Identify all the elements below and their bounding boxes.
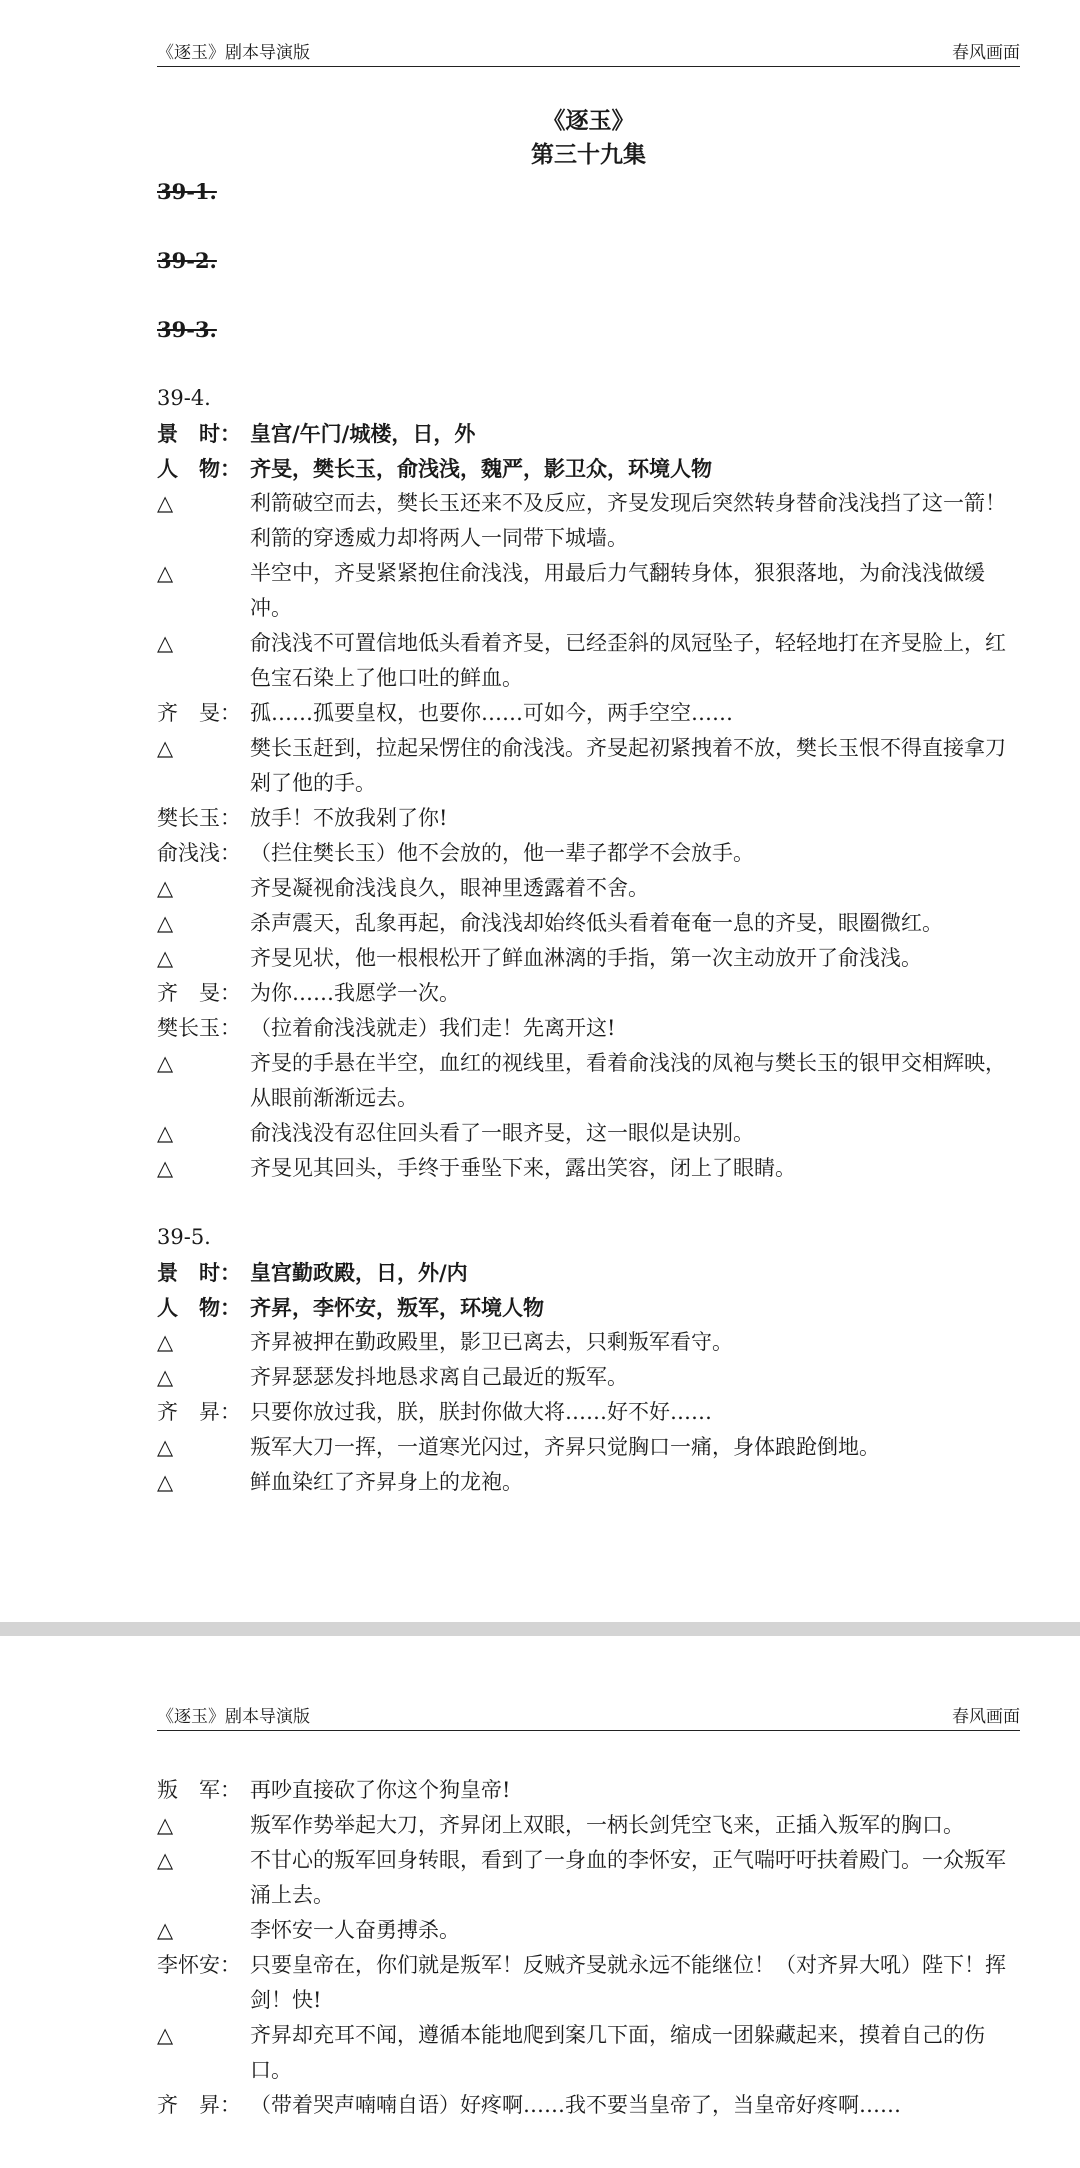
action-triangle-icon: △ xyxy=(157,1470,174,1494)
action-line xyxy=(157,556,1020,626)
action-line xyxy=(157,1360,1020,1395)
dialogue-line xyxy=(157,801,1020,836)
scene-setting xyxy=(157,416,1020,451)
action-text: 齐旻见其回头，手终于垂坠下来，露出笑容，闭上了眼睛。 xyxy=(250,1156,796,1180)
action-text: 李怀安一人奋勇搏杀。 xyxy=(250,1918,460,1942)
characters-value: 齐昇，李怀安，叛军，环境人物 xyxy=(250,1295,544,1320)
action-triangle-icon: △ xyxy=(157,1365,174,1389)
dialogue-text: （拦住樊长玉）他不会放的，他一辈子都学不会放手。 xyxy=(250,841,754,865)
action-line xyxy=(157,1325,1020,1360)
scene-number-deleted: 39-2. xyxy=(157,248,217,273)
scene-characters xyxy=(157,451,1020,486)
action-triangle-icon: △ xyxy=(157,1156,174,1180)
characters-label: 人 物： xyxy=(157,1295,241,1320)
dialogue-text: 孤……孤要皇权，也要你……可如今，两手空空…… xyxy=(250,701,733,725)
scene-number: 39-5. xyxy=(157,1225,211,1249)
action-text: 齐旻凝视俞浅浅良久，眼神里透露着不舍。 xyxy=(250,876,649,900)
speaker-name: 齐 旻： xyxy=(157,981,241,1005)
action-text: 叛军大刀一挥，一道寒光闪过，齐昇只觉胸口一痛，身体踉跄倒地。 xyxy=(250,1435,880,1459)
speaker-name: 樊长玉： xyxy=(157,806,241,830)
scene-number-deleted: 39-1. xyxy=(157,179,217,204)
characters-label: 人 物： xyxy=(157,456,241,481)
action-triangle-icon: △ xyxy=(157,1435,174,1459)
dialogue-line xyxy=(157,1948,1020,2018)
header-company: 春风画面 xyxy=(952,43,1020,63)
dialogue-text: 再吵直接砍了你这个狗皇帝! xyxy=(250,1778,511,1802)
speaker-name: 李怀安： xyxy=(157,1953,241,1977)
dialogue-text: （拉着俞浅浅就走）我们走！先离开这! xyxy=(250,1016,616,1040)
action-triangle-icon: △ xyxy=(157,1918,174,1942)
action-line xyxy=(157,1465,1020,1500)
action-triangle-icon: △ xyxy=(157,1848,174,1872)
dialogue-text: 只要皇帝在，你们就是叛军！反贼齐旻就永远不能继位！（对齐昇大吼）陛下！挥剑！快! xyxy=(250,1953,1006,2012)
speaker-name: 齐 昇： xyxy=(157,2093,241,2117)
dialogue-text: 放手！不放我剁了你! xyxy=(250,806,448,830)
setting-label: 景 时： xyxy=(157,421,241,446)
action-line xyxy=(157,626,1020,696)
scene-39-5 xyxy=(157,1220,1020,1500)
dialogue-text: 只要你放过我，朕，朕封你做大将……好不好…… xyxy=(250,1400,712,1424)
action-line xyxy=(157,871,1020,906)
action-text: 叛军作势举起大刀，齐昇闭上双眼，一柄长剑凭空飞来，正插入叛军的胸口。 xyxy=(250,1813,964,1837)
action-triangle-icon: △ xyxy=(157,736,174,760)
action-text: 不甘心的叛军回身转眼，看到了一身血的李怀安，正气喘吁吁扶着殿门。一众叛军涌上去。 xyxy=(250,1848,1006,1907)
action-triangle-icon: △ xyxy=(157,946,174,970)
action-text: 齐昇却充耳不闻，遵循本能地爬到案几下面，缩成一团躲藏起来，摸着自己的伤口。 xyxy=(250,2023,985,2082)
dialogue-line xyxy=(157,836,1020,871)
scene-number: 39-4. xyxy=(157,386,211,410)
speaker-name: 齐 旻： xyxy=(157,701,241,725)
header-title: 《逐玉》剧本导演版 xyxy=(157,1707,310,1727)
dialogue-line xyxy=(157,976,1020,1011)
action-text: 鲜血染红了齐昇身上的龙袍。 xyxy=(250,1470,523,1494)
page-separator xyxy=(0,1622,1080,1636)
action-line xyxy=(157,1046,1020,1116)
action-text: 俞浅浅不可置信地低头看着齐旻，已经歪斜的凤冠坠子，轻轻地打在齐旻脸上，红色宝石染上了他口吐的鲜血。 xyxy=(250,631,1006,690)
action-line xyxy=(157,941,1020,976)
dialogue-text: 为你……我愿学一次。 xyxy=(250,981,460,1005)
action-line xyxy=(157,486,1020,556)
page-body xyxy=(157,1773,1020,2123)
action-text: 齐旻的手悬在半空，血红的视线里，看着俞浅浅的凤袍与樊长玉的银甲交相辉映，从眼前渐渐远去。 xyxy=(250,1051,1006,1110)
dialogue-line xyxy=(157,696,1020,731)
action-line xyxy=(157,1151,1020,1186)
action-triangle-icon: △ xyxy=(157,876,174,900)
script-title: 《逐玉》 xyxy=(542,107,635,134)
speaker-name: 叛 军： xyxy=(157,1778,241,1802)
action-line xyxy=(157,1116,1020,1151)
page-header xyxy=(157,1706,1020,1731)
action-text: 齐昇被押在勤政殿里，影卫已离去，只剩叛军看守。 xyxy=(250,1330,733,1354)
action-triangle-icon: △ xyxy=(157,631,174,655)
action-line xyxy=(157,1913,1020,1948)
document-page-2 xyxy=(0,1636,1080,2168)
page-header xyxy=(157,42,1020,67)
setting-value: 皇宫勤政殿，日，外/内 xyxy=(250,1260,468,1285)
action-text: 齐旻见状，他一根根松开了鲜血淋漓的手指，第一次主动放开了俞浅浅。 xyxy=(250,946,922,970)
action-triangle-icon: △ xyxy=(157,1813,174,1837)
setting-value: 皇宫/午门/城楼，日，外 xyxy=(250,421,476,446)
action-line xyxy=(157,906,1020,941)
action-text: 半空中，齐旻紧紧抱住俞浅浅，用最后力气翻转身体，狠狠落地，为俞浅浅做缓冲。 xyxy=(250,561,985,620)
dialogue-line xyxy=(157,1011,1020,1046)
dialogue-line xyxy=(157,1395,1020,1430)
speaker-name: 樊长玉： xyxy=(157,1016,241,1040)
scene-setting xyxy=(157,1255,1020,1290)
action-line xyxy=(157,1430,1020,1465)
action-text: 齐昇瑟瑟发抖地恳求离自己最近的叛军。 xyxy=(250,1365,628,1389)
page-body xyxy=(157,104,1020,1500)
action-line xyxy=(157,1808,1020,1843)
action-triangle-icon: △ xyxy=(157,1121,174,1145)
action-triangle-icon: △ xyxy=(157,491,174,515)
header-company: 春风画面 xyxy=(952,1707,1020,1727)
action-line xyxy=(157,1843,1020,1913)
action-line xyxy=(157,731,1020,801)
scene-characters xyxy=(157,1290,1020,1325)
action-text: 杀声震天，乱象再起，俞浅浅却始终低头看着奄奄一息的齐旻，眼圈微红。 xyxy=(250,911,943,935)
characters-value: 齐旻，樊长玉，俞浅浅，魏严，影卫众，环境人物 xyxy=(250,456,712,481)
scene-number-deleted: 39-3. xyxy=(157,317,217,342)
action-line xyxy=(157,2018,1020,2088)
setting-label: 景 时： xyxy=(157,1260,241,1285)
action-triangle-icon: △ xyxy=(157,2023,174,2047)
action-triangle-icon: △ xyxy=(157,561,174,585)
action-text: 樊长玉赶到，拉起呆愣住的俞浅浅。齐旻起初紧拽着不放，樊长玉恨不得直接拿刀剁了他的手。 xyxy=(250,736,1006,795)
speaker-name: 齐 昇： xyxy=(157,1400,241,1424)
episode-title: 第三十九集 xyxy=(531,141,646,168)
action-text: 利箭破空而去，樊长玉还来不及反应，齐旻发现后突然转身替俞浅浅挡了这一箭！利箭的穿透威力却将两人一同带下城墙。 xyxy=(250,491,1006,550)
dialogue-line xyxy=(157,2088,1020,2123)
header-title: 《逐玉》剧本导演版 xyxy=(157,43,310,63)
dialogue-text: （带着哭声喃喃自语）好疼啊……我不要当皇帝了，当皇帝好疼啊…… xyxy=(250,2093,901,2117)
dialogue-line xyxy=(157,1773,1020,1808)
action-triangle-icon: △ xyxy=(157,1051,174,1075)
scene-39-4 xyxy=(157,381,1020,1186)
action-triangle-icon: △ xyxy=(157,1330,174,1354)
speaker-name: 俞浅浅： xyxy=(157,841,241,865)
action-text: 俞浅浅没有忍住回头看了一眼齐旻，这一眼似是诀别。 xyxy=(250,1121,754,1145)
action-triangle-icon: △ xyxy=(157,911,174,935)
